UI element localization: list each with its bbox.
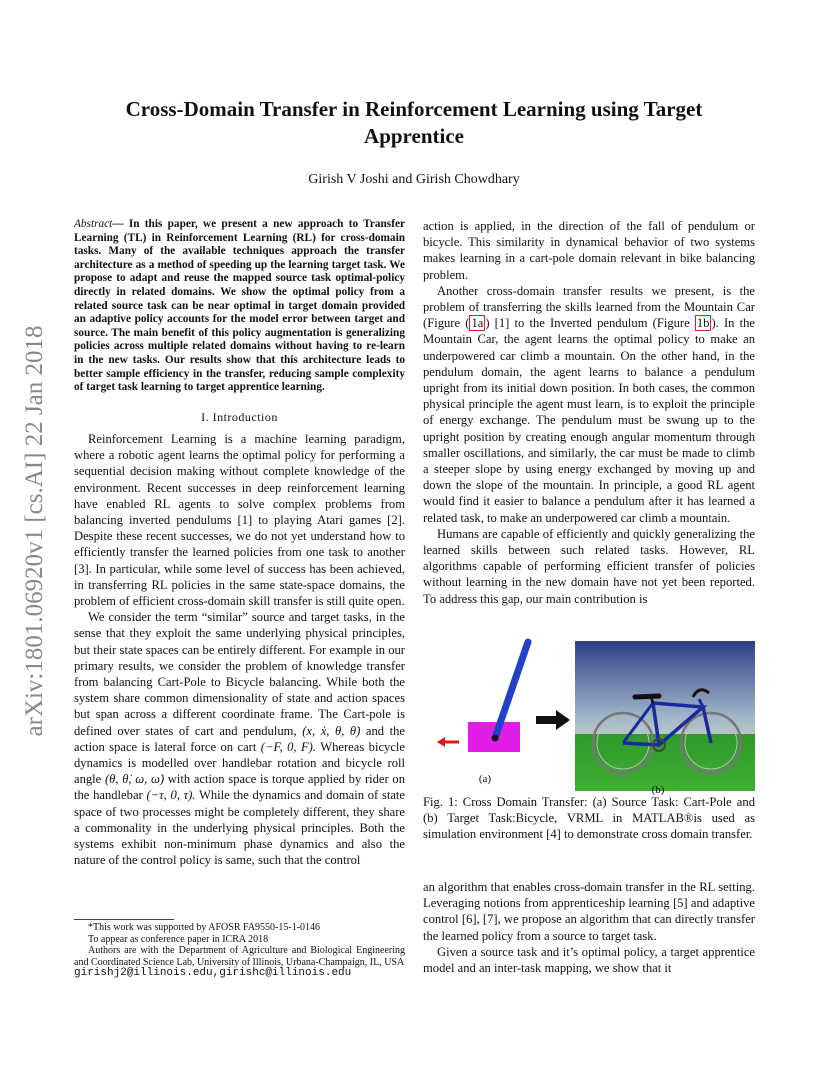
cartpole-illustration bbox=[433, 636, 543, 786]
right-paragraph-5: Given a source task and it’s optimal policy, a target apprentice model and an inter-task mapping, we show that it bbox=[423, 944, 755, 976]
figure-ref-1b[interactable]: 1b bbox=[696, 316, 710, 331]
abstract bbox=[74, 218, 405, 395]
right-column-bottom bbox=[423, 879, 755, 976]
math-cartpole-states: (x, ẋ, θ, θ̇) bbox=[302, 723, 361, 738]
figure-ref-1a[interactable]: 1a bbox=[471, 316, 484, 331]
abstract-label: Abstract bbox=[74, 218, 113, 230]
figure-label-a: (a) bbox=[478, 773, 492, 785]
paper-title: Cross-Domain Transfer in Reinforcement Learning using Target Apprentice bbox=[125, 97, 703, 148]
force-arrowhead-icon bbox=[437, 737, 445, 747]
intro-paragraph-1: Reinforcement Learning is a machine learning paradigm, where a robotic agent learns the optimal policy for performing a sequential decision making without complete knowledge of the environment. Recent successes in deep reinforcement learning have enabled RL agents to solve complex problems from balancing inverted pendulums [1] to playing Atari games [2]. Despite these recent successes, we do not yet understand how to efficiently transfer the learned policies from one task to another [3]. In particular, while some level of success has been achieved, in transferring RL policies in the same state-space domains, the problem of efficient cross-domain skill transfer is still quite open. bbox=[74, 431, 405, 608]
figure-1 bbox=[423, 636, 755, 806]
intro-paragraph-2: We consider the term “similar” source and target tasks, in the sense that they exploit the same underlying physical principles, but their state spaces can be entirely different. For example in our primary results, we consider the problem of knowledge transfer from balancing Cart-Pole to Bicycle balancing. While both the system share common dimensionality of state and action spaces but span across a different coordinate frame. The Cart-pole is defined over states of cart and pendulum, (x, ẋ, θ, θ̇) and the action space is lateral force on cart (−F, 0, F). Whereas bicycle dynamics is modelled over handlebar rotation and bicycle roll angle (θ, θ̇, ω, ω̇) with action space is torque applied by rider on the handlebar (−τ, 0, τ). While the dynamics and domain of state space of two processes might be completely different, they share a commonality in the underlying physical principles. Both the systems exhibit non-minimum phase dynamics and also the nature of the control policy is same, such that the control bbox=[74, 610, 406, 868]
footnote-funding: *This work was supported by AFOSR FA9550-15-1-0146 bbox=[88, 922, 321, 933]
transfer-arrow-icon bbox=[536, 710, 570, 730]
right-paragraph-4: an algorithm that enables cross-domain transfer in the RL setting. Leveraging notions from apprenticeship learning [5] and adaptive control [6], [7], we propose an algorithm that can directly transfer the learned policy from a source to target task. bbox=[423, 880, 755, 943]
figure-caption: Fig. 1: Cross Domain Transfer: (a) Source Task: Cart-Pole and (b) Target Task:Bicycle, VRML in MATLAB®is used as simulation environment [4] to demonstrate cross domain transfer. bbox=[423, 795, 755, 842]
figure-label-b: (b) bbox=[651, 784, 665, 796]
arxiv-id: arXiv:1801.06920v1 [cs.AI] 22 Jan 2018 bbox=[21, 325, 48, 737]
arxiv-sidebar bbox=[18, 296, 52, 766]
right-paragraph-3: Humans are capable of efficiently and quickly generalizing the learned skills between such related tasks. However, RL algorithms capable of performing efficient transfer of policies without learning in the new domain have not yet been reported. To address this gap, our main contribution is bbox=[423, 526, 755, 606]
footnote bbox=[74, 922, 405, 980]
footnote-conference: To appear as conference paper in ICRA 2018 bbox=[88, 933, 269, 945]
abstract-text: — In this paper, we present a new approach to Transfer Learning (TL) in Reinforcement Learning (RL) for cross-domain tasks. Many of the available techniques approach the transfer architecture as a method of speeding up the learning target task. We propose to adapt and reuse the mapped source task optimal-policy directly in related domains. We show the optimal policy from a related source task can be near optimal in target domain provided an adaptive policy accounts for the model error between target and source. The main benefit of this policy augmentation is generalizing policies across multiple related domains without having to re-learn in the new tasks. Our results show that this architecture leads to better sample efficiency in the transfer, reducing sample complexity of target task learning to target apprentice learning. bbox=[74, 218, 405, 394]
footnote-rule bbox=[74, 919, 174, 920]
paper-authors: Girish V Joshi and Girish Chowdhary bbox=[308, 172, 520, 187]
right-paragraph-1: action is applied, in the direction of the fall of pendulum or bicycle. This similarity in dynamical behavior of two systems makes learning in a cart-pole domain relevant in bike balancing problem. bbox=[423, 219, 755, 282]
math-bicycle-states: (θ, θ̇, ω, ω̇) bbox=[104, 772, 165, 787]
bicycle-illustration bbox=[575, 641, 755, 791]
pivot-icon bbox=[492, 735, 499, 742]
right-paragraph-2: Another cross-domain transfer results we present, is the problem of transferring the skills learned from the Mountain Car (Figure ( 1a ) [1] to the Inverted pendulum (Figure 1b ). In the Mountain Car, the agent learns the optimal policy to make an underpowered car climb a mountain. On the other hand, in the pendulum domain, the agent learns to balance a pendulum upright from its initial down position. In both cases, the common physical principle the agent must learn, is to exploit the principle of energy exchange. The pendulum must be swung up to the upright position by creating enough angular momentum through smaller oscillations, and similarly, the car must be made to climb a steeper slope by using energy exchanged by moving up and down the slope of the mountain. In principle, a good RL agent would find it easier to balance a pendulum after it has learned a related task, to make an underpowered car climb a mountain. bbox=[423, 283, 755, 525]
math-cartpole-actions: (−F, 0, F). bbox=[260, 739, 317, 754]
right-column-top bbox=[423, 218, 755, 607]
footnote-emails: girishj2@illinois.edu,girishc@illinois.edu bbox=[74, 967, 352, 980]
section-heading-introduction: I. Introduction bbox=[201, 409, 278, 424]
left-column bbox=[74, 218, 405, 868]
footnote-affiliation: Authors are with the Department of Agriculture and Biological Engineering and Coordinated Science Lab, University of Illinois, Urbana-Champaign, IL, USA bbox=[74, 945, 405, 968]
math-bicycle-actions: (−τ, 0, τ). bbox=[146, 788, 196, 803]
